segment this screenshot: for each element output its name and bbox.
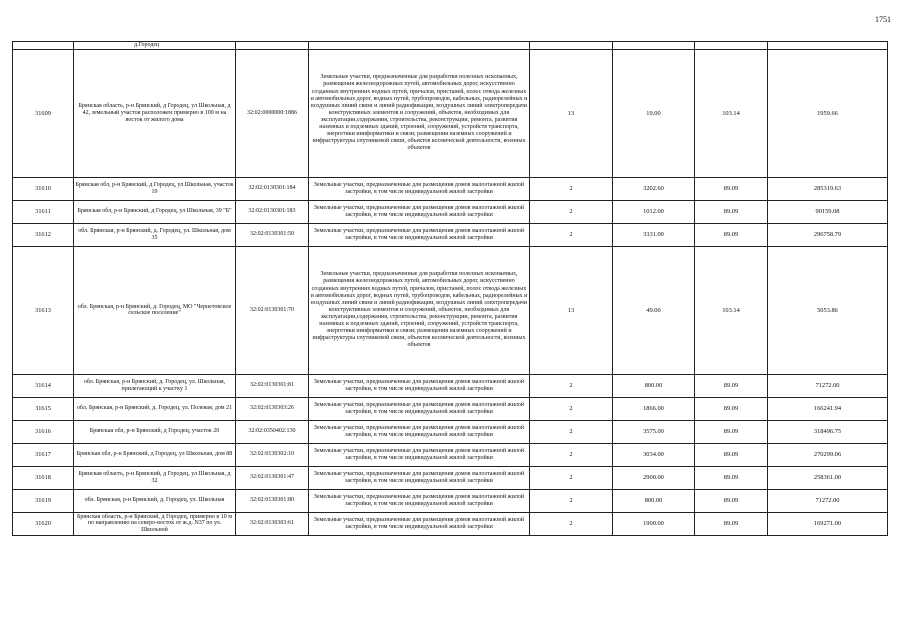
address-cell: обл. Брянская, р-н Брянский, д. Городец, ул. Школьная, прилегающий к участку 1 <box>74 374 236 397</box>
land-purpose-cell: Земельные участки, предназначенные для разработки полезных ископаемых, размещения железнодорожных путей, автомобильных дорог, искусственно созданных внутренних водных путей, причалов, пристаней, полос отвода железных и автомобильных дорог, водных путей, трубопроводов, кабельных, радиорелейных и воздушных линий связи и линий радиофикации, воздушных линий электропередачи конструктивных элементов и сооружений, объектов, необходимых для эксплуатации,содержания, строительства, реконструкции, ремонта, развития наземных и подземных зданий, строений, сооружений, устройств транспорта, энергетики иинформатики и связи; размещения наземных сооружений и инфраструктуры спутниковой связи, объектов космической деятельности, военных объектов <box>309 49 530 177</box>
group-number-cell: 2 <box>530 374 613 397</box>
land-purpose-cell: Земельные участки, предназначенные для размещения домов малоэтажной жилой застройки, в том числе индивидуальной жилой застройки <box>309 223 530 246</box>
cadastral-number-cell: 32:02:0130303:61 <box>236 512 309 535</box>
land-purpose-cell: Земельные участки, предназначенные для размещения домов малоэтажной жилой застройки, в том числе индивидуальной жилой застройки <box>309 397 530 420</box>
cadastral-value-table <box>12 41 888 536</box>
row-id: 31616 <box>13 420 74 443</box>
cadastral-value-cell: 296758.79 <box>768 223 888 246</box>
land-purpose-cell: Земельные участки, предназначенные для размещения домов малоэтажной жилой застройки, в том числе индивидуальной жилой застройки <box>309 466 530 489</box>
cadastral-value-cell: 1959.66 <box>768 49 888 177</box>
row-id: 31617 <box>13 443 74 466</box>
rate-cell: 89.09 <box>695 466 768 489</box>
cadastral-number-cell <box>236 42 309 50</box>
area-cell: 3034.00 <box>613 443 695 466</box>
rate-cell <box>695 42 768 50</box>
cadastral-number-cell: 32:02:0130301:80 <box>236 489 309 512</box>
group-number-cell: 2 <box>530 489 613 512</box>
row-id <box>13 42 74 50</box>
row-id: 31615 <box>13 397 74 420</box>
area-cell: 49.00 <box>613 246 695 374</box>
group-number-cell: 2 <box>530 466 613 489</box>
area-cell: 2900.00 <box>613 466 695 489</box>
cadastral-value-cell: 318496.75 <box>768 420 888 443</box>
rate-cell: 89.09 <box>695 177 768 200</box>
area-cell: 1900.00 <box>613 512 695 535</box>
row-id: 31620 <box>13 512 74 535</box>
table-row <box>13 512 888 535</box>
address-cell: обл. Брянская, р-н Брянский, д. Городец, ул. Школьная <box>74 489 236 512</box>
group-number-cell <box>530 42 613 50</box>
cadastral-number-cell: 32:02:0130301:81 <box>236 374 309 397</box>
land-purpose-cell: Земельные участки, предназначенные для размещения домов малоэтажной жилой застройки, в том числе индивидуальной жилой застройки <box>309 420 530 443</box>
area-cell: 800.00 <box>613 374 695 397</box>
row-id: 31610 <box>13 177 74 200</box>
table-row <box>13 443 888 466</box>
group-number-cell: 2 <box>530 177 613 200</box>
cadastral-number-cell: 32:02:0350402:130 <box>236 420 309 443</box>
rate-cell: 103.14 <box>695 246 768 374</box>
row-id: 31609 <box>13 49 74 177</box>
table-row <box>13 177 888 200</box>
rate-cell: 89.09 <box>695 420 768 443</box>
group-number-cell: 13 <box>530 246 613 374</box>
address-cell: д.Городец <box>74 42 236 50</box>
cadastral-value-cell: 90159.08 <box>768 200 888 223</box>
cadastral-value-cell: 166241.94 <box>768 397 888 420</box>
area-cell: 3202.60 <box>613 177 695 200</box>
row-id: 31611 <box>13 200 74 223</box>
address-cell: обл. Брянская, р-н Брянский, д. Городец, ул. Полевая, дом 21 <box>74 397 236 420</box>
cadastral-value-cell: 258361.00 <box>768 466 888 489</box>
group-number-cell: 2 <box>530 200 613 223</box>
row-id: 31618 <box>13 466 74 489</box>
group-number-cell: 2 <box>530 512 613 535</box>
address-cell: Брянская область, р-н Брянский, д Городец, примерно в 10 м по направлению на северо-восток от ж.д. N37 по ул. Школьной <box>74 512 236 535</box>
address-cell: Брянская обл, р-н Брянский, д Городец, ул Школьная, участок 19 <box>74 177 236 200</box>
table-row <box>13 397 888 420</box>
address-cell: Брянская область, р-н Брянский, д Городец, ул Школьная, д 32 <box>74 466 236 489</box>
land-purpose-cell: Земельные участки, предназначенные для разработки полезных ископаемых, размещения железнодорожных путей, автомобильных дорог, искусственно созданных внутренних водных путей, причалов, пристаней, полос отвода железных и автомобильных дорог, водных путей, трубопроводов, кабельных, радиорелейных и воздушных линий связи и линий радиофикации, воздушных линий электропередачи конструктивных элементов и сооружений, объектов, необходимых для эксплуатации,содержания, строительства, реконструкции, ремонта, развития наземных и подземных зданий, строений, сооружений, устройств транспорта, энергетики иинформатики и связи; размещения наземных сооружений и инфраструктуры спутниковой связи, объектов космической деятельности, военных объектов <box>309 246 530 374</box>
area-cell <box>613 42 695 50</box>
area-cell: 1866.00 <box>613 397 695 420</box>
row-id: 31612 <box>13 223 74 246</box>
cadastral-value-cell <box>768 42 888 50</box>
row-id: 31613 <box>13 246 74 374</box>
cadastral-value-cell: 71272.00 <box>768 489 888 512</box>
table-row <box>13 42 888 50</box>
address-cell: Брянская обл, р-н Брянский, д Городец, участок 20 <box>74 420 236 443</box>
table-row <box>13 246 888 374</box>
cadastral-value-cell: 285319.63 <box>768 177 888 200</box>
rate-cell: 89.09 <box>695 397 768 420</box>
table-row <box>13 200 888 223</box>
row-id: 31619 <box>13 489 74 512</box>
group-number-cell: 13 <box>530 49 613 177</box>
land-purpose-cell <box>309 42 530 50</box>
land-purpose-cell: Земельные участки, предназначенные для размещения домов малоэтажной жилой застройки, в том числе индивидуальной жилой застройки <box>309 177 530 200</box>
rate-cell: 89.09 <box>695 223 768 246</box>
area-cell: 3331.00 <box>613 223 695 246</box>
row-id: 31614 <box>13 374 74 397</box>
land-purpose-cell: Земельные участки, предназначенные для размещения домов малоэтажной жилой застройки, в том числе индивидуальной жилой застройки <box>309 512 530 535</box>
rate-cell: 89.09 <box>695 374 768 397</box>
rate-cell: 89.09 <box>695 443 768 466</box>
rate-cell: 103.14 <box>695 49 768 177</box>
cadastral-value-cell: 5053.86 <box>768 246 888 374</box>
address-cell: Брянская обл, р-н Брянский, д Городец, ул Школьная, 39 "Б" <box>74 200 236 223</box>
area-cell: 1012.00 <box>613 200 695 223</box>
area-cell: 3575.00 <box>613 420 695 443</box>
table-row <box>13 49 888 177</box>
cadastral-number-cell: 32:02:0130301:70 <box>236 246 309 374</box>
address-cell: обл. Брянская, р-н Брянский, д. Городец, ул. Школьная, дом 35 <box>74 223 236 246</box>
area-cell: 19.00 <box>613 49 695 177</box>
rate-cell: 89.09 <box>695 512 768 535</box>
group-number-cell: 2 <box>530 420 613 443</box>
address-cell: обл. Брянская, р-н Брянский, д. Городец, МО "Чернетовское сельское поселение" <box>74 246 236 374</box>
group-number-cell: 2 <box>530 223 613 246</box>
address-cell: Брянская обл, р-н Брянский, д Городец, ул Школьная, дом 88 <box>74 443 236 466</box>
rate-cell: 89.09 <box>695 200 768 223</box>
rate-cell: 89.09 <box>695 489 768 512</box>
cadastral-number-cell: 32:02:0130302:10 <box>236 443 309 466</box>
cadastral-number-cell: 32:02:0130301:183 <box>236 200 309 223</box>
land-purpose-cell: Земельные участки, предназначенные для размещения домов малоэтажной жилой застройки, в том числе индивидуальной жилой застройки <box>309 443 530 466</box>
table-row <box>13 374 888 397</box>
cadastral-value-cell: 169271.00 <box>768 512 888 535</box>
land-purpose-cell: Земельные участки, предназначенные для размещения домов малоэтажной жилой застройки, в том числе индивидуальной жилой застройки <box>309 200 530 223</box>
cadastral-number-cell: 32:02:0130301:50 <box>236 223 309 246</box>
land-purpose-cell: Земельные участки, предназначенные для размещения домов малоэтажной жилой застройки, в том числе индивидуальной жилой застройки <box>309 374 530 397</box>
cadastral-number-cell: 32:02:0000000:1886 <box>236 49 309 177</box>
cadastral-value-cell: 71272.00 <box>768 374 888 397</box>
cadastral-number-cell: 32:02:0130301:47 <box>236 466 309 489</box>
group-number-cell: 2 <box>530 443 613 466</box>
table-row <box>13 466 888 489</box>
table-row <box>13 223 888 246</box>
land-purpose-cell: Земельные участки, предназначенные для размещения домов малоэтажной жилой застройки, в том числе индивидуальной жилой застройки <box>309 489 530 512</box>
cadastral-number-cell: 32:02:0130301:184 <box>236 177 309 200</box>
table-row <box>13 420 888 443</box>
address-cell: Брянская область, р-н Брянский, д Городец, ул Школьная, д 42, земельный участок расположен примерно в 100 м на восток от жилого дома <box>74 49 236 177</box>
area-cell: 800.00 <box>613 489 695 512</box>
cadastral-number-cell: 32:02:0130303:26 <box>236 397 309 420</box>
cadastral-value-cell: 270299.06 <box>768 443 888 466</box>
group-number-cell: 2 <box>530 397 613 420</box>
table-row <box>13 489 888 512</box>
page-number: 1751 <box>875 15 891 24</box>
